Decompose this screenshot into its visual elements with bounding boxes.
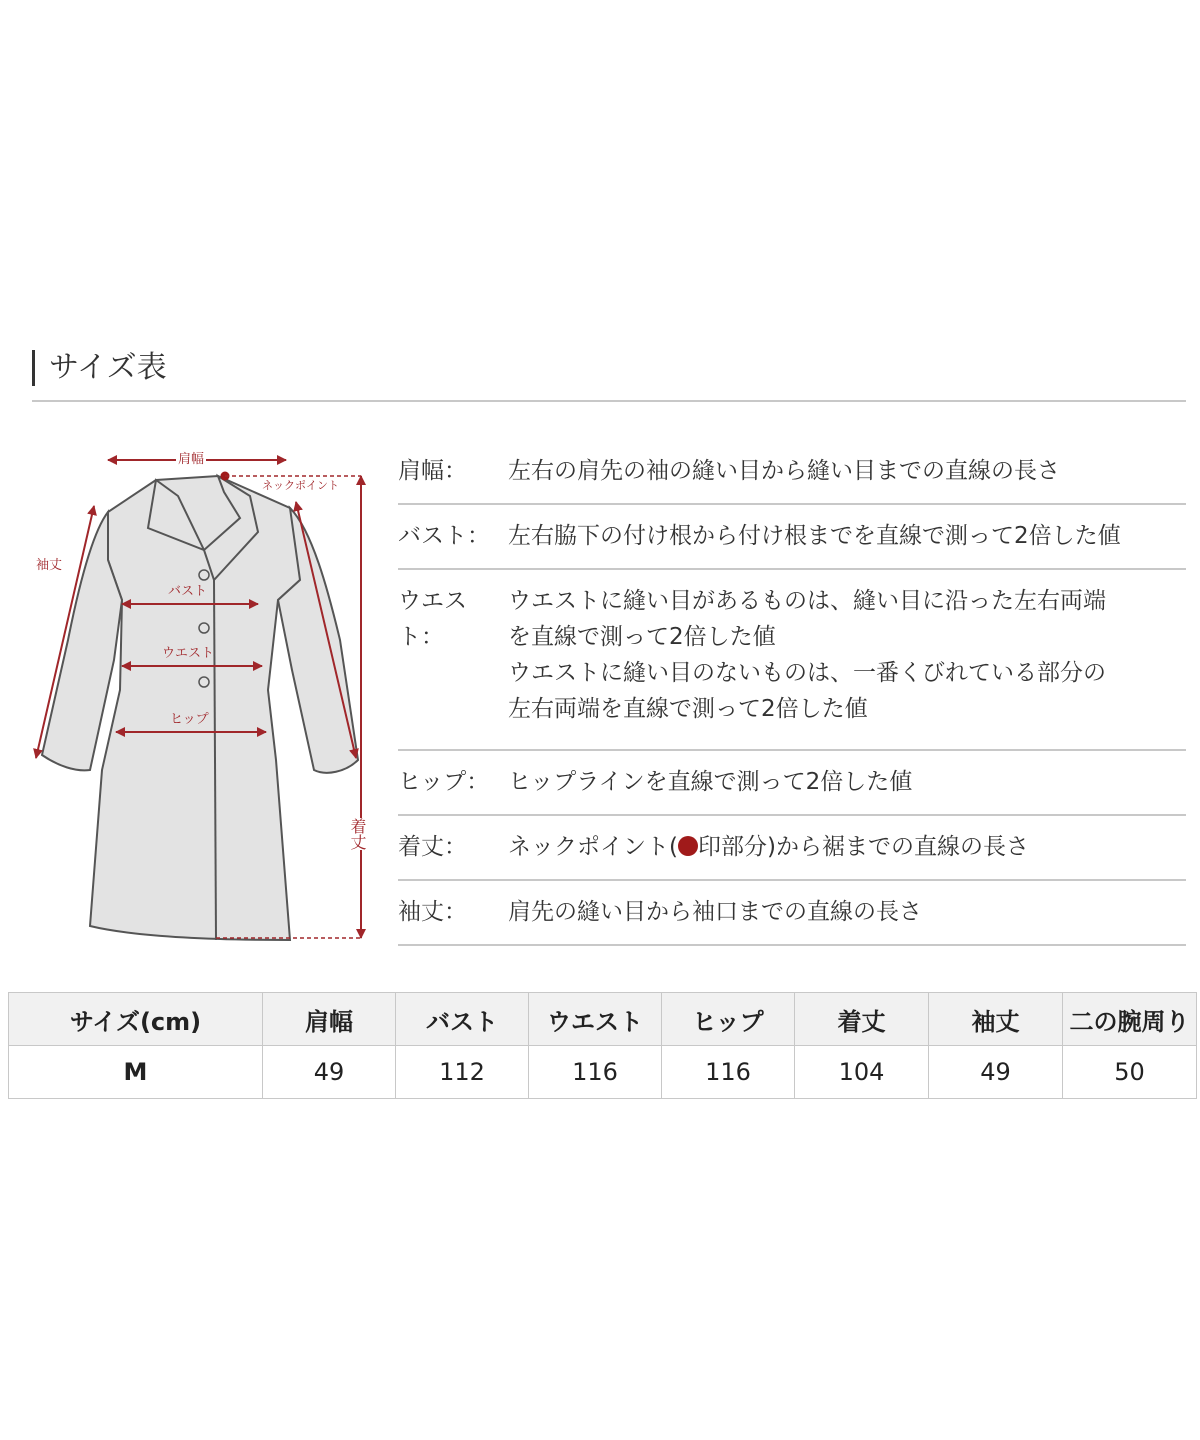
cell-sleeve: 49 <box>929 1046 1063 1099</box>
table-row <box>9 1046 1197 1099</box>
length-label: 着丈 <box>348 818 367 850</box>
definition-term: ウエスト： <box>398 588 467 650</box>
definition-shoulder <box>398 440 1186 505</box>
cell-bust: 112 <box>396 1046 529 1099</box>
definition-waist <box>398 570 1186 751</box>
cell-size: M <box>9 1046 263 1099</box>
cell-waist: 116 <box>529 1046 662 1099</box>
size-table <box>8 992 1197 1099</box>
definition-line: ウエストに縫い目があるものは、縫い目に沿った左右両端 <box>508 588 1106 614</box>
definition-text <box>508 829 1186 865</box>
definition-line: ウエストに縫い目のないものは、一番くびれている部分の <box>508 660 1106 686</box>
definition-line: 左右脇下の付け根から付け根までを直線で測って2倍した値 <box>508 523 1121 549</box>
definition-term: バスト： <box>398 523 490 549</box>
cell-hip: 116 <box>662 1046 795 1099</box>
header-waist: ウエスト <box>529 993 662 1046</box>
header-upper-arm: 二の腕周り <box>1063 993 1197 1046</box>
sleeve-label: 袖丈 <box>36 558 63 573</box>
definition-term: ヒップ： <box>398 769 490 795</box>
definition-line: 左右両端を直線で測って2倍した値 <box>508 696 868 722</box>
coat-button <box>199 570 209 580</box>
coat-measurement-diagram <box>28 440 378 950</box>
definition-text <box>508 583 1186 727</box>
header-length: 着丈 <box>795 993 929 1046</box>
shoulder-label: 肩幅 <box>178 452 205 467</box>
header-hip: ヒップ <box>662 993 795 1046</box>
definition-length <box>398 816 1186 881</box>
neck-point-dot-icon <box>678 836 698 856</box>
header-size: サイズ(cm) <box>9 993 263 1046</box>
definition-text <box>508 764 1186 800</box>
coat-button <box>199 623 209 633</box>
definition-hip <box>398 751 1186 816</box>
definition-line: 左右の肩先の袖の縫い目から縫い目までの直線の長さ <box>508 458 1060 484</box>
hip-label: ヒップ <box>170 712 209 727</box>
header-shoulder: 肩幅 <box>263 993 396 1046</box>
measurement-definitions <box>398 440 1186 946</box>
definition-line: 肩先の縫い目から袖口までの直線の長さ <box>508 899 922 925</box>
definition-line-end: 印部分)から裾までの直線の長さ <box>697 834 1029 860</box>
definition-text <box>508 518 1186 554</box>
definition-line: を直線で測って2倍した値 <box>508 624 776 650</box>
cell-length: 104 <box>795 1046 929 1099</box>
cell-shoulder: 49 <box>263 1046 396 1099</box>
definition-term: 袖丈： <box>398 899 467 925</box>
definition-text <box>508 894 1186 930</box>
definition-bust <box>398 505 1186 570</box>
bust-label: バスト <box>168 584 208 599</box>
cell-upper-arm: 50 <box>1063 1046 1197 1099</box>
definition-term: 肩幅： <box>398 458 467 484</box>
definition-sleeve <box>398 881 1186 946</box>
definition-text <box>508 453 1186 489</box>
definition-term: 着丈： <box>398 834 467 860</box>
header-sleeve: 袖丈 <box>929 993 1063 1046</box>
definition-line: ヒップラインを直線で測って2倍した値 <box>508 769 913 795</box>
definition-line-start: ネックポイント( <box>508 834 678 860</box>
coat-illustration <box>28 440 378 950</box>
waist-label: ウエスト <box>162 646 215 661</box>
header-bust: バスト <box>396 993 529 1046</box>
section-title: サイズ表 <box>32 350 167 386</box>
title-divider <box>32 400 1186 402</box>
coat-button <box>199 677 209 687</box>
size-table-header-row <box>9 993 1197 1046</box>
neck-point-label: ネックポイント <box>262 479 339 492</box>
